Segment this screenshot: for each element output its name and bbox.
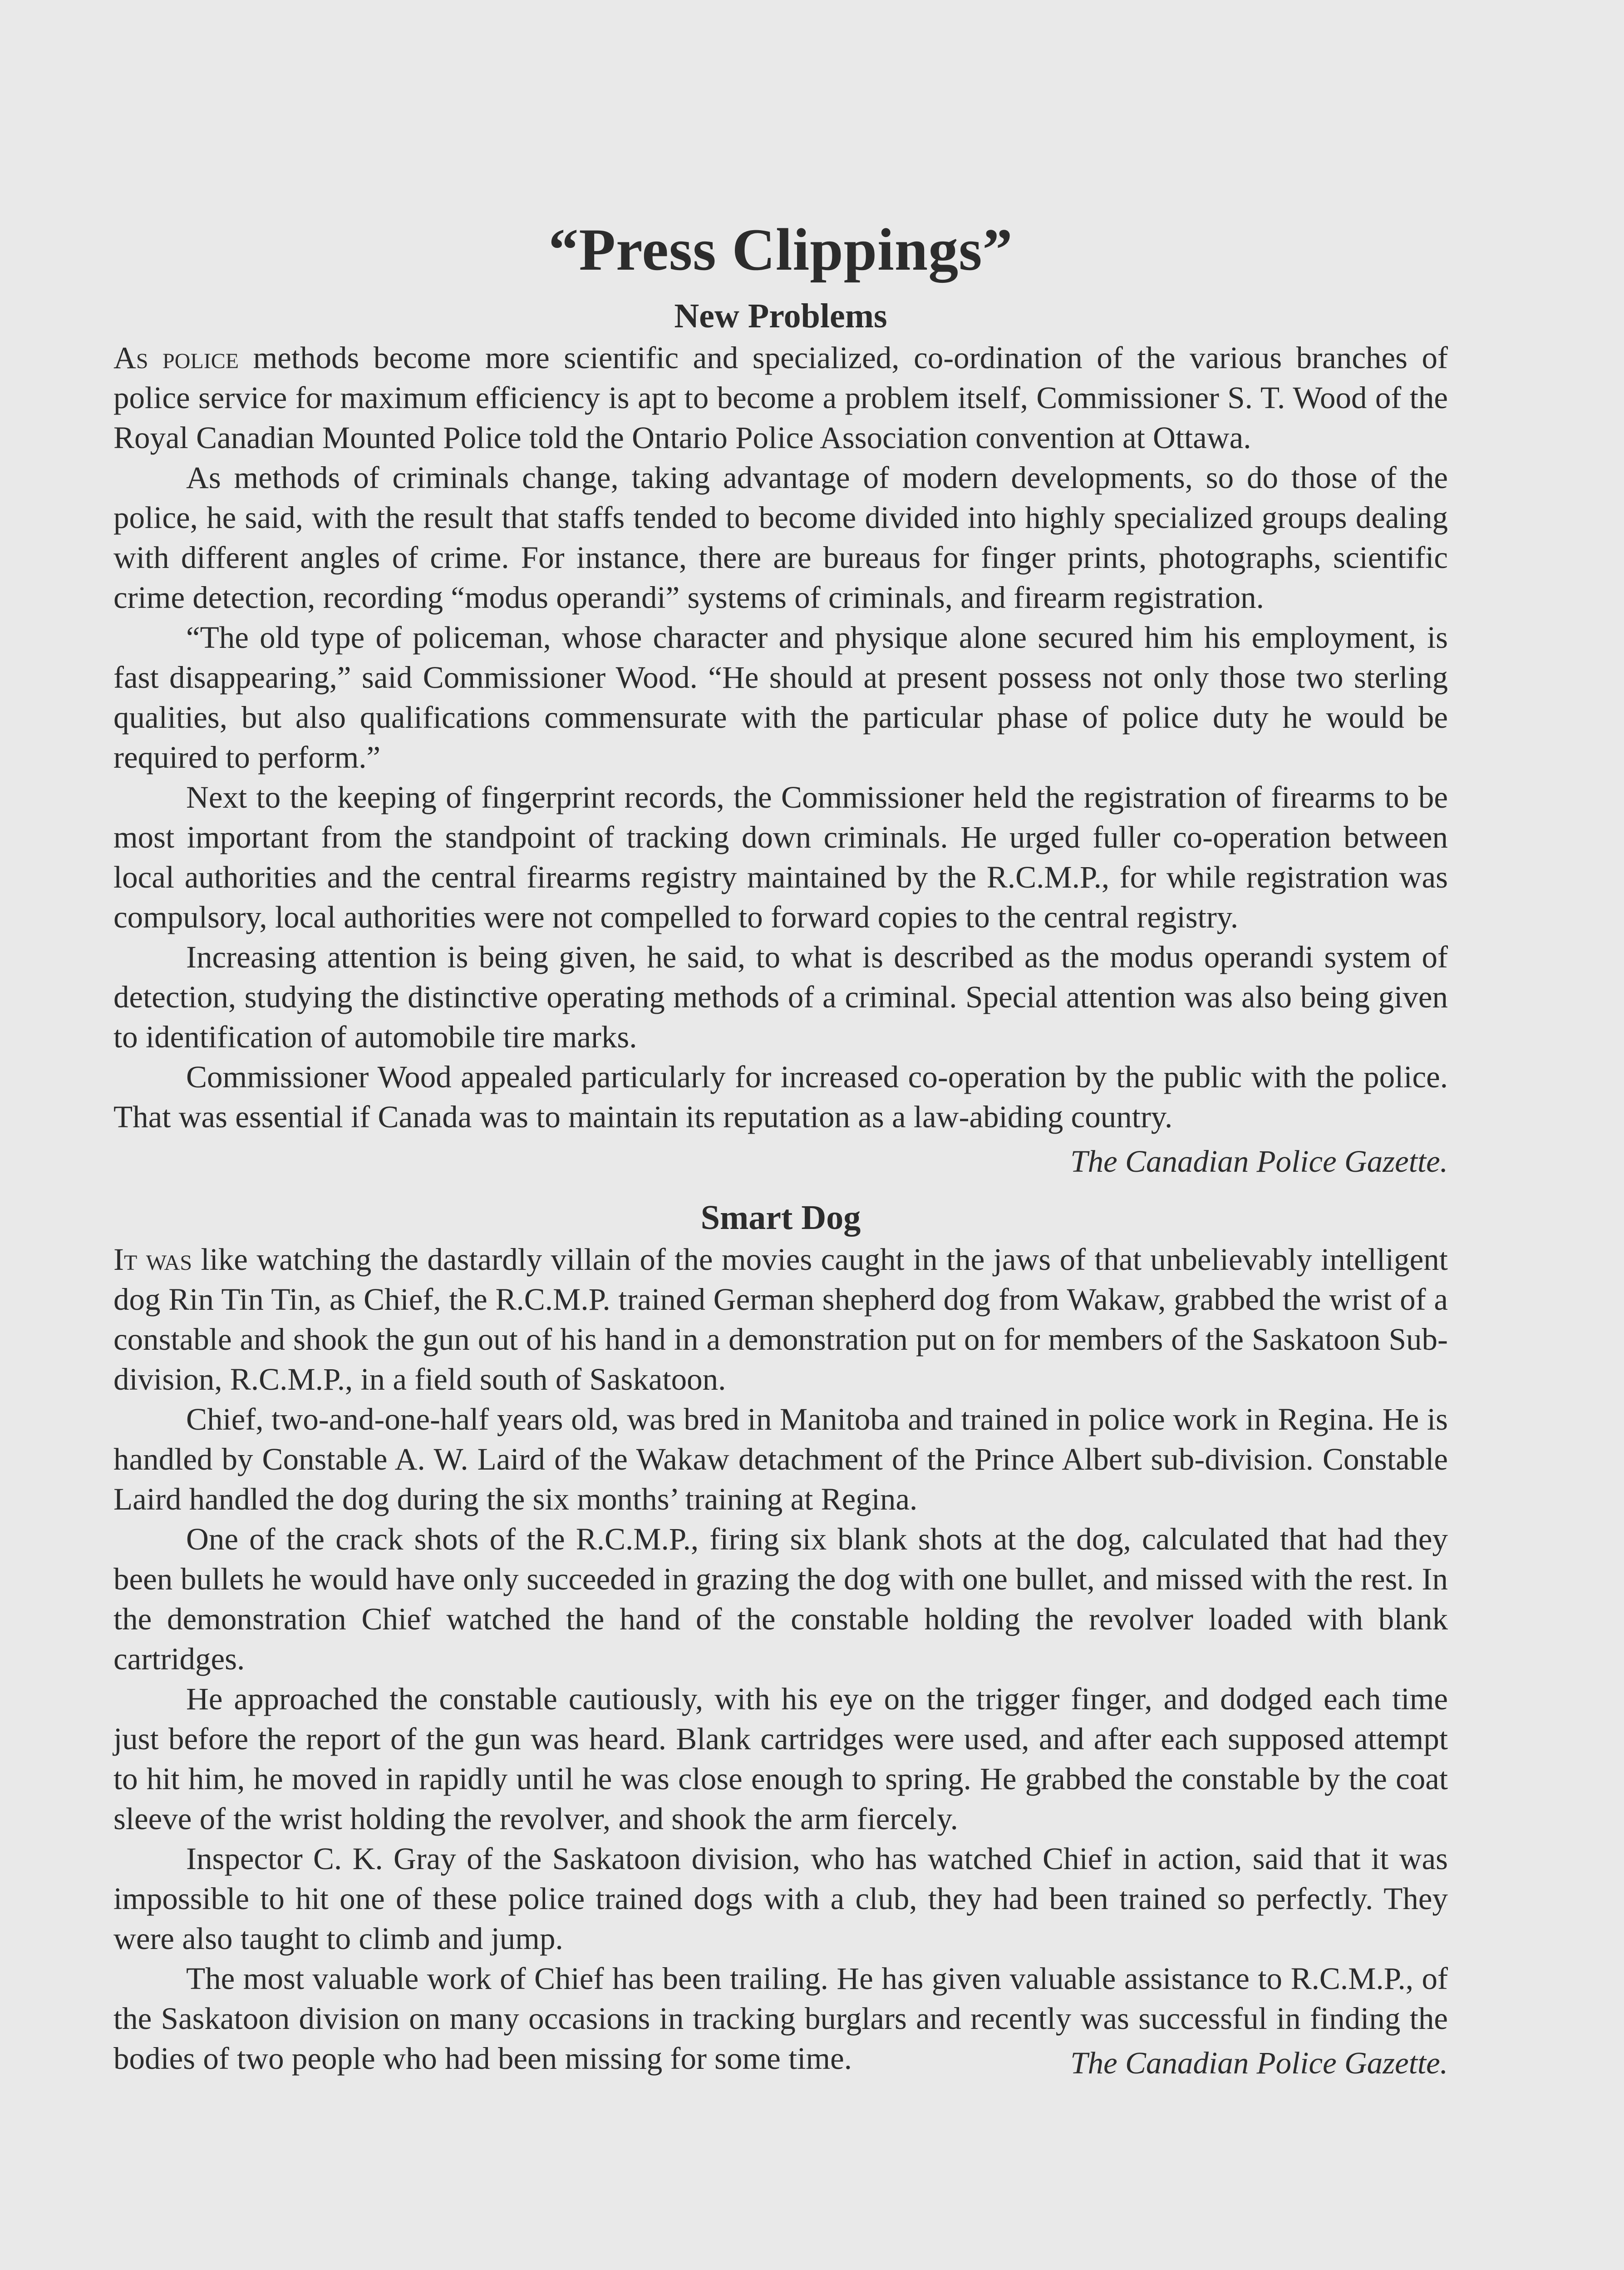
- lead-in: It was: [113, 1242, 192, 1277]
- paragraph: “The old type of policeman, whose character and physique alone secured him his employment, is fast disappearing,” said Commissioner Wood. “He should at present possess not only those two sterling qualities, but also qualifications commensurate with the particular phase of police duty he would be required to perform.”: [113, 620, 1448, 775]
- source-attribution: The Canadian Police Gazette.: [1070, 2046, 1448, 2080]
- section-heading-smart-dog: Smart Dog: [700, 1199, 861, 1237]
- paragraph: Inspector C. K. Gray of the Saskatoon division, who has watched Chief in action, said that it was impossible to hit one of these police trained dogs with a club, they had been trained so perfectly. They were also taught to climb and jump.: [113, 1841, 1448, 1956]
- page-title: “Press Clippings”: [548, 216, 1013, 283]
- paragraph-text: methods become more scientific and specialized, co-ordination of the various branches of police service for maximum efficiency is apt to become a problem itself, Commissioner S. T. Wood of the Royal Canadian Mounted Police told the Ontario Police Association convention at Ottawa.: [113, 340, 1448, 455]
- paragraph-text: like watching the dastardly villain of the movies caught in the jaws of that unbelievably intelligent dog Rin Tin Tin, as Chief, the R.C.M.P. trained German shepherd dog from Wakaw, grabbed the wrist of a constable and shook the gun out of his hand in a demonstration put on for members of the Saskatoon Sub-division, R.C.M.P., in a field south of Saskatoon.: [113, 1242, 1448, 1397]
- paragraph: He approached the constable cautiously, with his eye on the trigger finger, and dodged each time just before the report of the gun was heard. Blank cartridges were used, and after each supposed attempt to hit him, he moved in rapidly until he was close enough to spring. He grabbed the constable by the coat sleeve of the wrist holding the revolver, and shook the arm fiercely.: [113, 1682, 1448, 1836]
- section-heading-new-problems: New Problems: [674, 297, 887, 335]
- paragraph-text: The most valuable work of Chief has been trailing. He has given valuable assistance to R.C.M.P., of the Saskatoon division on many occasions in tracking burglars and recently was successful in finding the bodies of two people who had been missing for some time.: [113, 1961, 1448, 2076]
- paragraph: [113, 1239, 1448, 1399]
- paragraph: Chief, two-and-one-half years old, was bred in Manitoba and trained in police work in Regina. He is handled by Constable A. W. Laird of the Wakaw detachment of the Prince Albert sub-division. Constable Laird handled the dog during the six months’ training at Regina.: [113, 1402, 1448, 1516]
- paragraph: [113, 1959, 1448, 2083]
- paragraph-text: Commissioner Wood appealed particularly for increased co-operation by the public with the police. That was essential if Canada was to maintain its reputation as a law-abiding country.: [113, 1060, 1448, 1134]
- paragraph: As methods of criminals change, taking advantage of modern developments, so do those of the police, he said, with the result that staffs tended to become divided into highly specialized groups dealing with different angles of crime. For instance, there are bureaus for finger prints, photographs, scientific crime detection, recording “modus operandi” systems of criminals, and firearm registration.: [113, 460, 1448, 615]
- lead-in: As police: [113, 340, 239, 375]
- paragraph: Increasing attention is being given, he said, to what is described as the modus operandi system of detection, studying the distinctive operating methods of a criminal. Special attention was also being given to identification of automobile tire marks.: [113, 940, 1448, 1054]
- source-attribution: The Canadian Police Gazette.: [1070, 1144, 1448, 1179]
- paragraph: Next to the keeping of fingerprint records, the Commissioner held the registration of firearms to be most important from the standpoint of tracking down criminals. He urged fuller co-operation between local authorities and the central firearms registry maintained by the R.C.M.P., for while registration was compulsory, local authorities were not compelled to forward copies to the central registry.: [113, 780, 1448, 934]
- paragraph: One of the crack shots of the R.C.M.P., firing six blank shots at the dog, calculated that had they been bullets he would have only succeeded in grazing the dog with one bullet, and missed with the rest. In the demonstration Chief watched the hand of the constable holding the revolver loaded with blank cartridges.: [113, 1522, 1448, 1676]
- paragraph: [113, 1057, 1448, 1181]
- article-body: [113, 213, 1448, 2083]
- paragraph: [113, 338, 1448, 458]
